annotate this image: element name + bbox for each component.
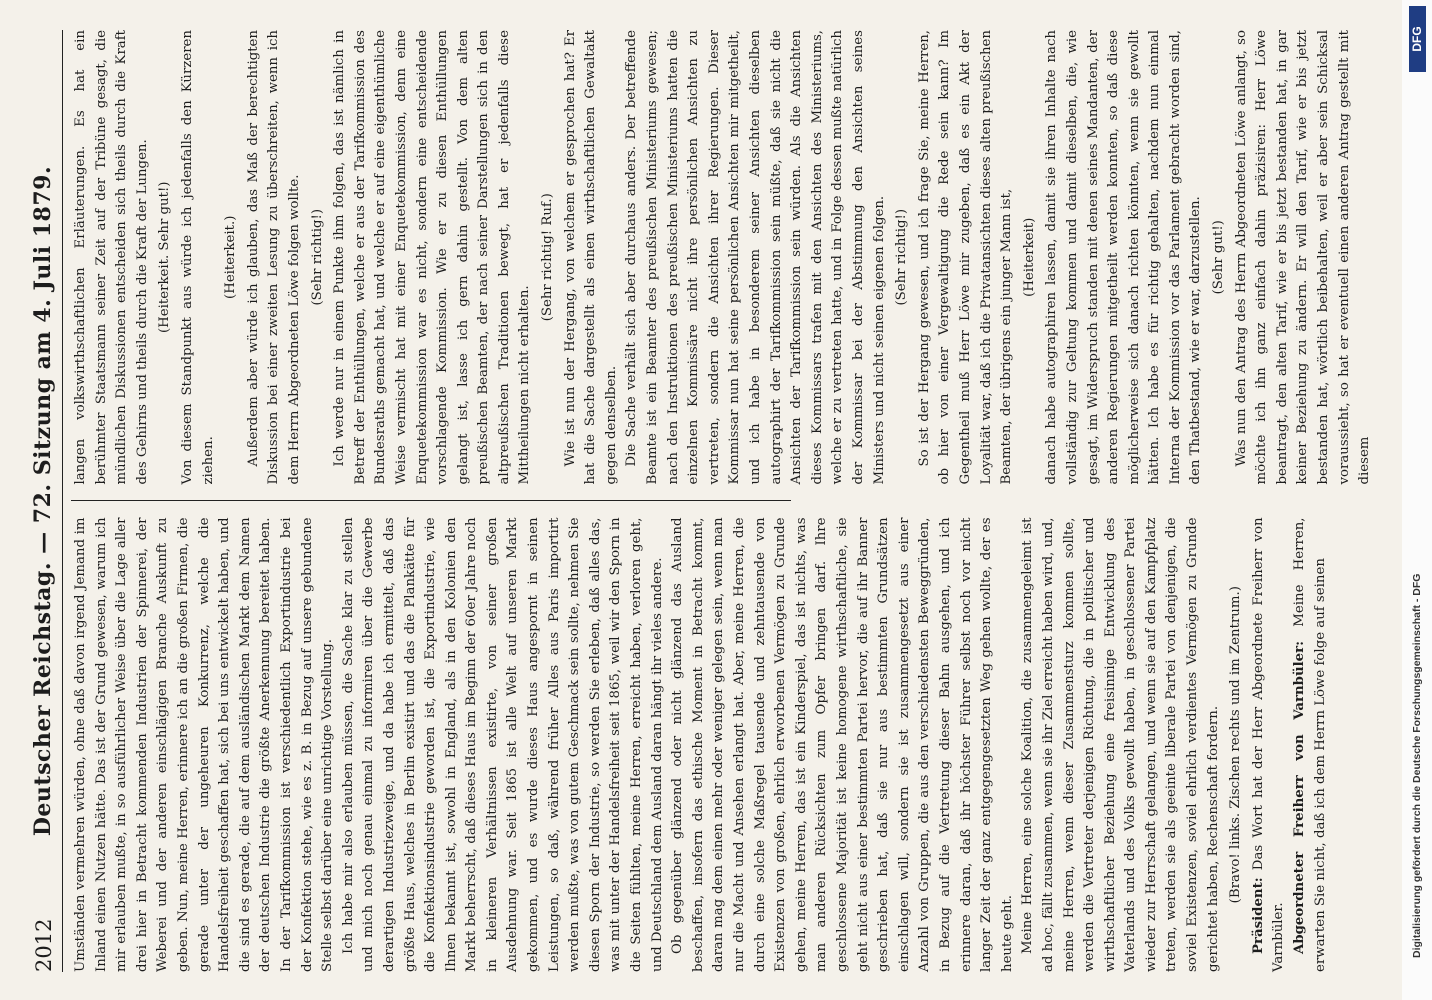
stage-direction (538, 30, 559, 485)
paragraph-text: (Heiterkeit.) (223, 215, 239, 299)
paragraph-text: (Sehr richtig! Ruf.) (540, 193, 556, 322)
paragraph-text: Ich werde nur in einem Punkte ihm folgen, das ist nämlich in Betreff der Enthüllungen, welche er aus der Tarifkommission des Bundesraths gemacht hat, und welche er auf eine eigenthümliche Weise vermischt hat mit einer Enquetekommission, denn eine Enquetekommission war es nicht, sondern eine entscheidende vorschlagende Kommission. Wie er zu diesen Enthüllungen gelangt ist, lasse ich gern dahin gestellt. Von dem alten preußischen Beamten, der nach seiner Darstellungen sich in den altpreußischen Traditionen bewegt, hat er jedenfalls diese Mittheilungen nicht erhalten. (332, 30, 533, 485)
dfg-logo: DFG (1409, 6, 1426, 72)
paragraph (339, 517, 669, 972)
paragraph-text: (Sehr richtig!) (894, 208, 910, 306)
paragraph-text: langen volkswirthschaftlichen Erläuterungen. Es hat ein berühmter Staatsmann seiner Zeit auf der Tribüne gesagt, die mündlichen Diskussionen entscheiden sich theils durch die Kraft des Gehirns und theils durch die Kraft der Lungen. (73, 30, 150, 485)
paragraph-text: Das Wort hat der Herr Abgeordnete Freiherr von Varnbüler. (1250, 517, 1287, 972)
paragraph (330, 30, 536, 485)
speaker-paragraph (1249, 517, 1290, 972)
text-columns (71, 30, 1373, 972)
paragraph-text: Was nun den Antrag des Herrn Abgeordneten Löwe anlangt, so möchte ich ihn ganz einfach dahin präzisiren: Herr Löwe beantragt, den alten Tarif, wie er bis jetzt bestanden hat, in gar keiner Beziehung zu ändern. Er will den Tarif, wie er bis jetzt bestanden hat, wörtlich beibehalten, weil er aber sein Schicksal voraussieht, so hat er eventuell einen anderen Antrag gestellt mit diesem (1233, 30, 1373, 485)
stage-direction (1020, 30, 1041, 485)
paragraph-text: (Sehr richtig!) (309, 208, 325, 306)
stage-direction (155, 30, 176, 485)
paragraph-text: Ob gegenüber glänzend oder nicht glänzend das Ausland beschaffen, insofern das ethische Moment in Betracht kommt, daran mag dem einen mehr oder weniger gelegen sein, wenn man nur die Macht und Ansehen erlangt hat. Aber, meine Herren, die durch eine solche Maßregel tausende und zehntausende von Existenzen von großen, ehrlich erworbenen Vermögen zu Grunde gehen, meine Herren, das ist ein Kinderspiel, das ist nichts, was man anderen Rücksichten zum Opfer bringen darf. Ihre geschlossene Majorität ist keine homogene wirthschaftliche, sie geht nicht aus einer bestimmten Partei hervor, die auf ihr Banner geschrieben hat, daß sie nur aus bestimmten Grundsätzen einschlagen will, sondern sie ist zusammengesetzt aus einer Anzahl von Gruppen, die aus den verschiedensten Beweggründen, in Bezug auf die Vertretung dieser Bahn ausgehen, und ich erinnere daran, daß ihr höchster Führer selbst noch vor nicht langer Zeit der ganz entgegengesetzten Weg gehen wollte, der es heute geht. (670, 517, 1015, 972)
page-title: Deutscher Reichstag. — 72. Sitzung am 4. Juli 1879. (30, 165, 56, 837)
stage-direction (221, 30, 242, 485)
digitization-credit: Digitalisierung gefördert durch die Deutsche Forschungsgemeinschaft - DFG (1411, 573, 1423, 958)
paragraph (71, 30, 153, 485)
paragraph (1042, 30, 1207, 485)
paragraph-text: danach habe autographiren lassen, damit sie ihren Inhalte nach vollständig zur Geltung kommen und damit dieselben, die, wie gesagt, im Widerspruch standen mit denen seines Mandanten, der anderen Regierungen mitgetheilt werden konnten, so daß diese möglicherweise sich danach richten könnten, wenn sie gewollt hätten. Ich habe es für richtig gehalten, nachdem nun einmal Interna der Kommission vor das Parlament gebracht worden sind, den Thatbestand, wie er war, darzustellen. (1044, 30, 1204, 485)
speaker-paragraph (1290, 517, 1331, 972)
page-number: 2012 (32, 918, 56, 972)
stage-direction (1226, 517, 1247, 972)
paragraph-text: (Heiterkeit. Sehr gut!) (157, 181, 173, 334)
right-column (71, 30, 1373, 485)
left-column (71, 517, 1328, 972)
paragraph-text: Ich habe mir also erlauben müssen, die Sache klar zu stellen und mich noch genau einmal zu informiren über die Gewerbe derartigen Industriezweige, und da habe ich ermittelt, daß das größte Haus, welches in Berlin existirt und das die Plankätte für die Konfektionsindustrie geworden ist, die Exportindustrie, wie Ihnen bekannt ist, sowohl in England, als in den Kolonien den Markt beherrscht, daß dieses Haus im Beginn der 60er Jahre noch in kleineren Verhältnissen existirte, von seiner großen Ausdehnung war. Seit 1865 ist alle Welt auf unseren Markt gekommen, und es wurde dieses Haus angespornt in seinen Leistungen, so daß, während früher Alles aus Paris importirt werden mußte, was von gutem Geschmack sein sollte, nehmen Sie diesen Sporn der Industrie, so werden Sie erleben, daß alles das, was mit unter der Handelsfreiheit seit 1865, weil wir den Sporn in die Seiten fühlten, meine Herren, erreicht haben, verloren geht, und Deutschland dem Ausland daran hängt ihr vieles andere. (340, 517, 665, 972)
paragraph-text: So ist der Hergang gewesen, und ich frage Sie, meine Herren, ob hier von einer Vergewaltigung die Rede sein kann? Im Gegentheil muß Herr Löwe mir zugeben, daß es ein Akt der Loyalität war, daß ich die Privatansichten dieses alten preußischen Beamten, der übrigens ein junger Mann ist, (916, 30, 1015, 485)
paragraph-text: Meine Herren, eine solche Koalition, die zusammengeleimt ist ad hoc, fällt zusammen, wenn sie ihr Ziel erreicht haben wird, und, meine Herren, wenn dieser Zusammensturz kommen sollte, werden die Vertreter derjenigen Richtung, die in politischer und wirthschaftlicher Beziehung eine freisinnige Entwicklung des Vaterlands und des Volks gewollt haben, in geschlossener Partei wieder zur Herrschaft gelangen, und wenn sie auf den Kampfplatz treten, werden sie als geeinte liberale Partei von denjenigen, die soviel Existenzen, soviel ehrlich verdientes Vermögen zu Grunde gerichtet haben, Rechenschaft fordern. (1020, 517, 1221, 972)
paragraph (1018, 517, 1224, 972)
speaker-name: Präsident: (1250, 877, 1266, 954)
column-divider (71, 501, 791, 502)
speaker-name: Abgeordneter Freiherr von Varnbüler: (1292, 640, 1308, 954)
paragraph-text: (Sehr gut!) (1211, 220, 1227, 295)
paragraph-text: Außerdem aber würde ich glauben, das Maß der berechtigten Diskussion bei einer zweiten Lesung zu überschreiten, wenn ich dem Herrn Abgeordneten Löwe folgen wollte. (245, 30, 302, 485)
stage-direction (308, 30, 329, 485)
paragraph (1232, 30, 1376, 485)
paragraph-text: (Bravo! links. Zischen rechts und im Zentrum.) (1228, 586, 1244, 904)
paragraph (668, 517, 1018, 972)
paragraph (244, 30, 306, 485)
paragraph (561, 30, 623, 485)
stage-direction (1209, 30, 1230, 485)
paragraph-text: Meine Herren, erwarten Sie nicht, daß ich dem Herrn Löwe folge auf seinen (1292, 517, 1328, 972)
page-header (28, 30, 63, 972)
paragraph-text: Umständen vermehren würden, ohne daß davon irgend Jemand im Inland einen Nutzen hätte. Das ist der Grund gewesen, warum ich mir erlauben mußte, in so ausführlicher Weise über die Lage aller drei hier in Betracht kommenden Industrien der Spinnerei, der Weberei und der anderen einschlägigen Branche Auskunft zu geben. Nun, meine Herren, erinnere ich an die großen Firmen, die gerade unter der ungeheuren Konkurrenz, welche die Handelsfreiheit geschaffen hat, sich bei uns entwickelt haben, und die sind es gerade, die auf dem ausländischen Markt dem Namen der deutschen Industrie die größte Anerkennung bereitet haben. In der Tarifkommission ist verschiedentlich Exportindustrie bei der Konfektion stehe, wie es z. B. in Bezug auf unsere gebundene Stelle selbst darüber eine unrichtige Vorstellung. (73, 517, 336, 972)
paragraph (178, 30, 219, 485)
paragraph (71, 517, 339, 972)
stage-direction (892, 30, 913, 485)
paragraph-text: Wie ist nun der Hergang, von welchem er gesprochen hat? Er hat die Sache dargestellt als einen wirthschaftlichen Gewaltakt gegen denselben. (562, 30, 619, 485)
paragraph-text: (Heiterkeit) (1021, 217, 1037, 297)
paragraph-text: Die Sache verhält sich aber durchaus anders. Der betreffende Beamte ist ein Beamter des preußischen Ministeriums gewesen; nach den Instruktionen des preußischen Ministeriums hatten die einzelnen Kommissäre nicht ihre persönlichen Ansichten zu vertreten, sondern die Ansichten ihrer Regierungen. Dieser Kommissar nun hat seine persönlichen Ansichten mir mitgetheilt, und ich habe in besonderem seiner Ansichten dieselben autographirt der Tarifkommission sein müßte, daß sie nicht die Ansichten der Tarifkommission sein würden. Als die Ansichten dieses Kommissars trafen mit den Ansichten des Ministeriums, welche er zu vertreten hatte, und in Folge dessen mußte natürlich der Kommissar bei der Abstimmung den Ansichten seines Ministers und nicht seinen eigenen folgen. (624, 30, 887, 485)
paragraph (622, 30, 890, 485)
paragraph-text: Von diesem Standpunkt aus würde ich jedenfalls den Kürzeren ziehen. (179, 30, 216, 485)
paragraph (915, 30, 1018, 485)
